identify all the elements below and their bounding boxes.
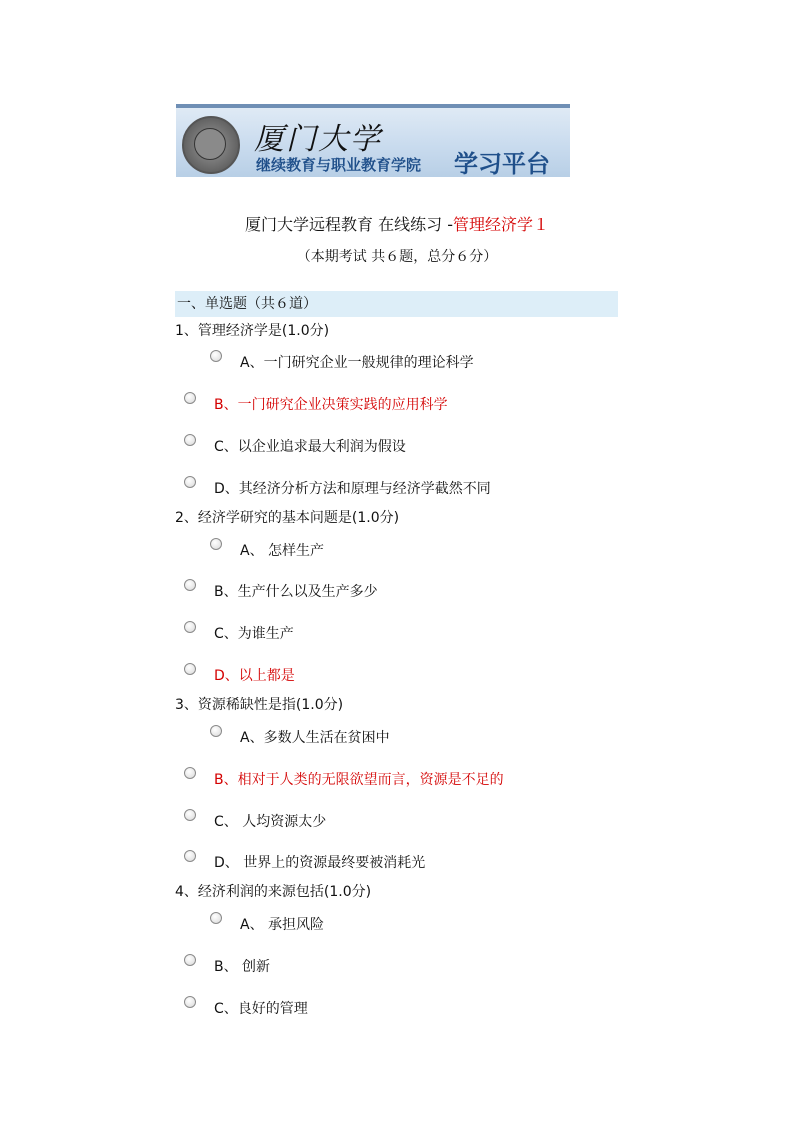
- option-label: A、多数人生活在贫困中: [240, 730, 390, 746]
- radio-button[interactable]: [184, 621, 196, 633]
- school-name: 厦门大学: [254, 122, 382, 157]
- option-label: B、 创新: [214, 959, 271, 975]
- question-1: 1、管理经济学是(1.0分): [175, 323, 330, 339]
- option-4c[interactable]: [184, 998, 308, 1018]
- university-seal-icon: [182, 116, 240, 174]
- option-label: A、一门研究企业一般规律的理论科学: [240, 355, 474, 371]
- option-3c[interactable]: [184, 811, 326, 831]
- option-1a[interactable]: [210, 352, 474, 372]
- radio-button[interactable]: [184, 392, 196, 404]
- option-label: A、 承担风险: [240, 917, 325, 933]
- radio-button[interactable]: [210, 725, 222, 737]
- radio-button[interactable]: [184, 996, 196, 1008]
- option-1d[interactable]: [184, 478, 491, 498]
- option-4b[interactable]: [184, 956, 270, 976]
- option-2a[interactable]: [210, 540, 324, 560]
- radio-button[interactable]: [184, 954, 196, 966]
- radio-button[interactable]: [184, 767, 196, 779]
- option-1b[interactable]: [184, 394, 448, 414]
- option-label: C、良好的管理: [214, 1001, 308, 1017]
- school-banner: [176, 104, 570, 177]
- radio-button[interactable]: [210, 912, 222, 924]
- option-4a[interactable]: [210, 914, 324, 934]
- radio-button[interactable]: [184, 809, 196, 821]
- option-label: D、其经济分析方法和原理与经济学截然不同: [214, 481, 491, 497]
- question-4: 4、经济利润的来源包括(1.0分): [175, 884, 372, 900]
- course-name: 管理经济学１: [452, 215, 549, 234]
- page-title: [0, 212, 794, 235]
- option-3d[interactable]: [184, 852, 425, 872]
- radio-button[interactable]: [184, 850, 196, 862]
- radio-button[interactable]: [184, 579, 196, 591]
- option-label: C、以企业追求最大利润为假设: [214, 439, 406, 455]
- option-label: B、生产什么以及生产多少: [214, 584, 378, 600]
- radio-button[interactable]: [184, 476, 196, 488]
- option-2c[interactable]: [184, 623, 294, 643]
- question-3: 3、资源稀缺性是指(1.0分): [175, 697, 344, 713]
- college-name: 继续教育与职业教育学院: [256, 156, 422, 174]
- option-label: D、以上都是: [214, 668, 295, 684]
- option-label: B、相对于人类的无限欲望而言，资源是不足的: [214, 772, 504, 788]
- radio-button[interactable]: [184, 434, 196, 446]
- option-2d[interactable]: [184, 665, 295, 685]
- exam-summary: （本期考试 共６题，总分６分）: [296, 249, 498, 265]
- option-1c[interactable]: [184, 436, 406, 456]
- title-prefix: 厦门大学远程教育 在线练习 -: [245, 215, 453, 234]
- option-3a[interactable]: [210, 727, 390, 747]
- option-label: C、 人均资源太少: [214, 814, 327, 830]
- radio-button[interactable]: [184, 663, 196, 675]
- option-3b[interactable]: [184, 769, 504, 789]
- option-label: C、为谁生产: [214, 626, 294, 642]
- option-label: A、 怎样生产: [240, 543, 325, 559]
- option-label: B、一门研究企业决策实践的应用科学: [214, 397, 448, 413]
- section-header: 一、单选题（共６道）: [175, 291, 618, 317]
- option-2b[interactable]: [184, 581, 378, 601]
- platform-name: 学习平台: [454, 150, 550, 177]
- radio-button[interactable]: [210, 350, 222, 362]
- option-label: D、 世界上的资源最终要被消耗光: [214, 855, 426, 871]
- radio-button[interactable]: [210, 538, 222, 550]
- question-2: 2、经济学研究的基本问题是(1.0分): [175, 510, 400, 526]
